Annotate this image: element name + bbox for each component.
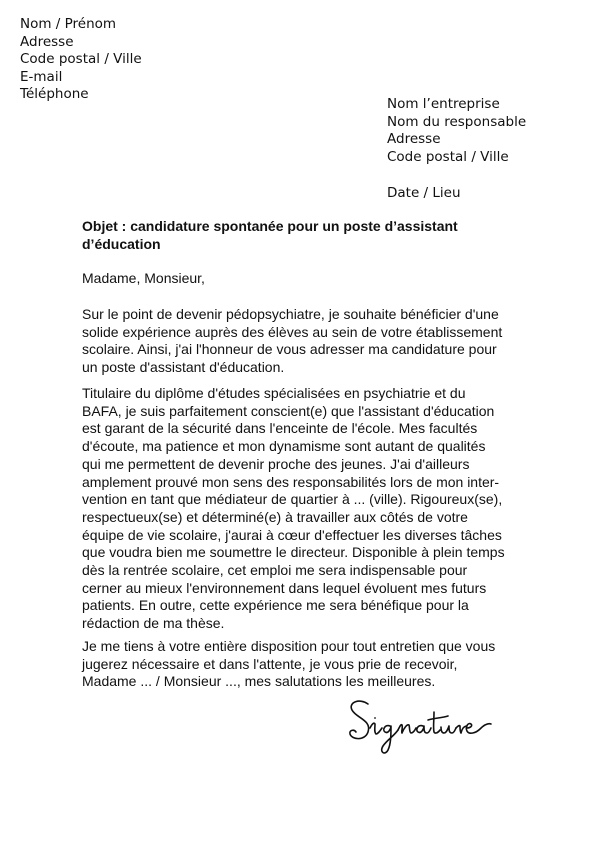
paragraph-line: respectueux(se) et déterminé(e) à travailler aux côtés de votre [82, 508, 468, 525]
object-line: d’éducation [82, 235, 161, 252]
paragraph-line: solide expérience auprès des élèves au sein de votre établissement [82, 323, 503, 340]
handwritten-signature [338, 694, 498, 764]
paragraph-qualifications [82, 385, 505, 633]
paragraph-line: BAFA, je suis parfaitement conscient(e) que l'assistant d'éducation [82, 402, 495, 419]
paragraph-line: est garant de la sécurité dans l'enceinte de l'école. Mes facultés [82, 420, 478, 437]
salutation: Madame, Monsieur, [82, 270, 205, 286]
paragraph-line: Je me tiens à votre entière disposition pour tout entretien que vous [82, 638, 496, 654]
paragraph-line: rédaction de ma thèse. [82, 615, 225, 632]
sender-email: E-mail [20, 68, 63, 85]
recipient-company: Nom l’entreprise [387, 96, 500, 112]
paragraph-line: équipe de vie scolaire, j'aurai à cœur d'effectuer les diverses tâches [82, 526, 502, 543]
sender-block [20, 16, 142, 104]
letter-object [82, 218, 458, 253]
paragraph-line: qui me permettent de devenir proche des jeunes. J'ai d'ailleurs [82, 455, 470, 472]
recipient-postal-city: Code postal / Ville [387, 148, 509, 165]
recipient-manager: Nom du responsable [387, 113, 527, 130]
object-line: Objet : candidature spontanée pour un poste d’assistant [82, 218, 458, 234]
paragraph-line: Madame ... / Monsieur ..., mes salutations les meilleures. [82, 673, 436, 690]
sender-phone: Téléphone [20, 86, 89, 103]
recipient-block [387, 96, 526, 166]
paragraph-line: dès la rentrée scolaire, cet emploi me sera indispensable pour [82, 562, 468, 579]
paragraph-intro [82, 306, 502, 377]
sender-name: Nom / Prénom [20, 16, 117, 32]
paragraph-line: vention en tant que médiateur de quartier à ... (ville). Rigoureux(se), [82, 491, 503, 508]
paragraph-line: d'écoute, ma patience et mon dynamisme sont autant de qualités [82, 438, 486, 455]
paragraph-line: cerner au mieux l'environnement dans lequel évoluent mes futurs [82, 579, 487, 596]
paragraph-line: un poste d'assistant d'éducation. [82, 359, 285, 376]
sender-postal-city: Code postal / Ville [20, 51, 142, 68]
recipient-address: Adresse [387, 131, 441, 148]
paragraph-line: patients. En outre, cette expérience me sera bénéfique pour la [82, 597, 469, 614]
paragraph-line: Sur le point de devenir pédopsychiatre, je souhaite bénéficier d'une [82, 306, 499, 322]
sender-address: Adresse [20, 33, 74, 50]
paragraph-line: scolaire. Ainsi, j'ai l'honneur de vous adresser ma candidature pour [82, 341, 497, 358]
paragraph-line: Titulaire du diplôme d'études spécialisées en psychiatrie et du [82, 385, 466, 401]
date-place: Date / Lieu [387, 185, 461, 201]
paragraph-line: que voudra bien me soumettre le directeur. Disponible à plein temps [82, 544, 505, 561]
paragraph-closing [82, 638, 495, 691]
paragraph-line: jugerez nécessaire et dans l'attente, je vous prie de recevoir, [82, 655, 458, 672]
paragraph-line: amplement prouvé mon sens des responsabilités lors de mon inter- [82, 473, 500, 490]
